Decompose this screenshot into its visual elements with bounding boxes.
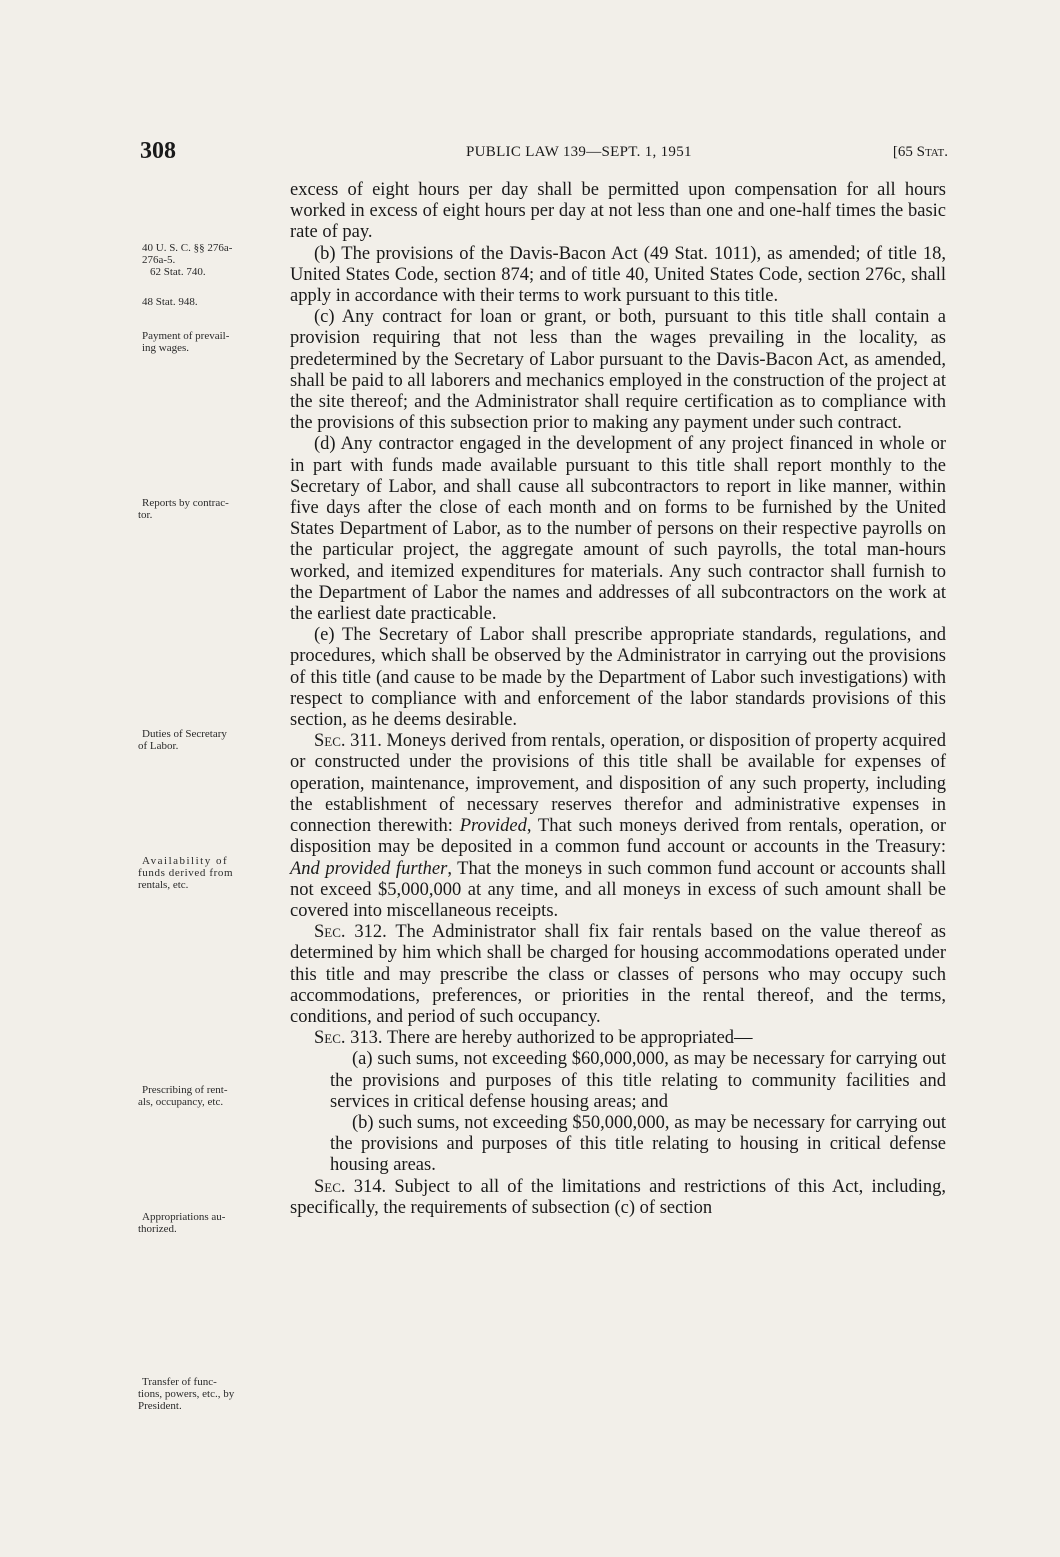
margin-note-availability-of-funds (114, 855, 276, 891)
paragraph-subsection-b: (b) The provisions of the Davis-Bacon Act (49 Stat. 1011), as amended; of title 18, United States Code, section 874; and of title 40, United States Code, section 276c, shall apply in accordance with their terms to work pursuant to this title. (290, 243, 946, 307)
page-number: 308 (140, 138, 176, 164)
section-311-text-1: Moneys derived from rentals, operation, or disposition of property acquired or constructed under the provisions of this title shall be available for expenses of operation, maintenance, improvement, and disposition of any such property, including the establishment of necessary reserves therefor and administrative expenses in connection therewith: (290, 731, 946, 837)
section-312-label: Sec. 312. (314, 922, 387, 943)
margin-note-line: als, occupancy, etc. (138, 1096, 224, 1108)
volume-ref-prefix: [65 (892, 144, 917, 160)
margin-note-line: Reports by contrac- (142, 497, 229, 509)
section-314-label: Sec. 314. (314, 1176, 387, 1197)
margin-note-line: 276a-5. (142, 254, 176, 266)
margin-note-citation-davis-bacon (114, 242, 276, 278)
margin-note-transfer-of-functions (114, 1376, 276, 1412)
margin-note-line: ing wages. (142, 342, 190, 354)
section-311-provided-further: And provided further (290, 858, 448, 879)
paragraph-section-313-a: (a) such sums, not exceeding $60,000,000, as may be necessary for carrying out the provisions and purposes of this title relating to community facilities and services in critical defense housing areas; and (330, 1049, 946, 1112)
margin-note-duties-of-secretary (114, 728, 276, 752)
margin-note-line: tions, powers, etc., by (138, 1388, 235, 1400)
paragraph-section-313 (290, 1028, 946, 1049)
section-314-text: Subject to all of the limitations and restrictions of this Act, including, specifically, the requirements of subsection (c) of section (290, 1176, 946, 1218)
margin-note-line: Duties of Secretary (142, 728, 227, 740)
margin-note-line: Prescribing of rent- (142, 1084, 228, 1096)
margin-note-prescribing-of-rentals (114, 1084, 276, 1108)
margin-note-payment-of-prevailing-wages (114, 330, 276, 354)
margin-note-line: 48 Stat. 948. (142, 296, 198, 308)
section-311-text-3: , That the moneys in such common fund account or accounts shall not exceed $5,000,000 at any time, and all moneys in excess of such amount shall be covered into miscellaneous receipts. (290, 858, 946, 921)
margin-note-line: Availability of (142, 855, 229, 867)
margin-note-line: 62 Stat. 740. (150, 266, 206, 278)
paragraph-section-312 (290, 922, 946, 1028)
margin-note-reports-by-contractor (114, 497, 276, 521)
margin-note-line: President. (138, 1400, 182, 1412)
margin-note-citation-48-stat (114, 296, 276, 308)
section-312-text: The Administrator shall fix fair rentals based on the value thereof as determined by him which shall be charged for housing accommodations operated under this title and may prescribe the class or classes of persons who may occupy such accommodations, preferences, or priorities in the rental thereof, and the terms, conditions, and period of such occupancy. (290, 922, 946, 1027)
section-311-label: Sec. 311. (314, 731, 382, 752)
page-header (140, 138, 948, 178)
margin-note-appropriations-authorized (114, 1211, 276, 1235)
margin-note-line: thorized. (138, 1223, 177, 1235)
paragraph-section-313-b: (b) such sums, not exceeding $50,000,000, as may be necessary for carrying out the provisions and purposes of this title relating to housing in critical defense housing areas. (330, 1112, 946, 1176)
volume-reference (893, 144, 948, 161)
margin-note-line: of Labor. (138, 740, 179, 752)
margin-note-line: rentals, etc. (138, 879, 189, 891)
section-311-text-2: , That such moneys derived from rentals, operation, or disposition may be deposited in a common fund account or accounts in the Treasury: (290, 816, 946, 858)
margin-note-line: funds derived from (138, 867, 234, 879)
margin-note-line: tor. (138, 509, 153, 521)
paragraph-section-311 (290, 731, 946, 922)
margin-note-line: Appropriations au- (142, 1211, 226, 1223)
section-311-provided: Provided (459, 816, 527, 837)
margin-note-line: Payment of prevail- (142, 330, 230, 342)
margin-note-line: 40 U. S. C. §§ 276a- (142, 242, 233, 254)
running-title: PUBLIC LAW 139—SEPT. 1, 1951 (466, 144, 692, 160)
margin-note-line: Transfer of func- (142, 1376, 217, 1388)
paragraph-subsection-d: (d) Any contractor engaged in the development of any project financed in whole or in part with funds made available pursuant to this title shall report monthly to the Secretary of Labor, and shall cause all subcontractors to report in like manner, within five days after the close of each month and on forms to be furnished by the United States Department of Labor, as to the number of persons on their respective payrolls on the particular project, the aggregate amount of such payrolls, the total man-hours worked, and itemized expenditures for materials. Any such contractor shall furnish to the Department of Labor the names and addresses of all subcontractors on the work at the earliest date practicable. (290, 434, 946, 625)
paragraph-continuation: excess of eight hours per day shall be permitted upon compensation for all hours worked in excess of eight hours per day at not less than one and one-half times the basic rate of pay. (290, 180, 946, 243)
section-313-label: Sec. 313. (314, 1028, 383, 1049)
body-text (290, 180, 946, 1219)
paragraph-subsection-e: (e) The Secretary of Labor shall prescribe appropriate standards, regulations, and procedures, which shall be observed by the Administrator in carrying out the provisions of this title (and cause to be made by the Department of Labor such investigations) with respect to compliance with and enforcement of the labor standards provisions of this section, as he deems desirable. (290, 625, 946, 731)
paragraph-section-314 (290, 1177, 946, 1219)
section-313-text: There are hereby authorized to be appropriated— (382, 1028, 753, 1049)
volume-ref-stat: Stat. (916, 144, 948, 160)
paragraph-subsection-c: (c) Any contract for loan or grant, or both, pursuant to this title shall contain a provision requiring that not less than the wages prevailing in the locality, as predetermined by the Secretary of Labor pursuant to the Davis-Bacon Act, as amended, shall be paid to all laborers and mechanics employed in the construction of the project at the site thereof; and the Administrator shall require certification as to compliance with the provisions of this subsection prior to making any payment under such contract. (290, 307, 946, 434)
